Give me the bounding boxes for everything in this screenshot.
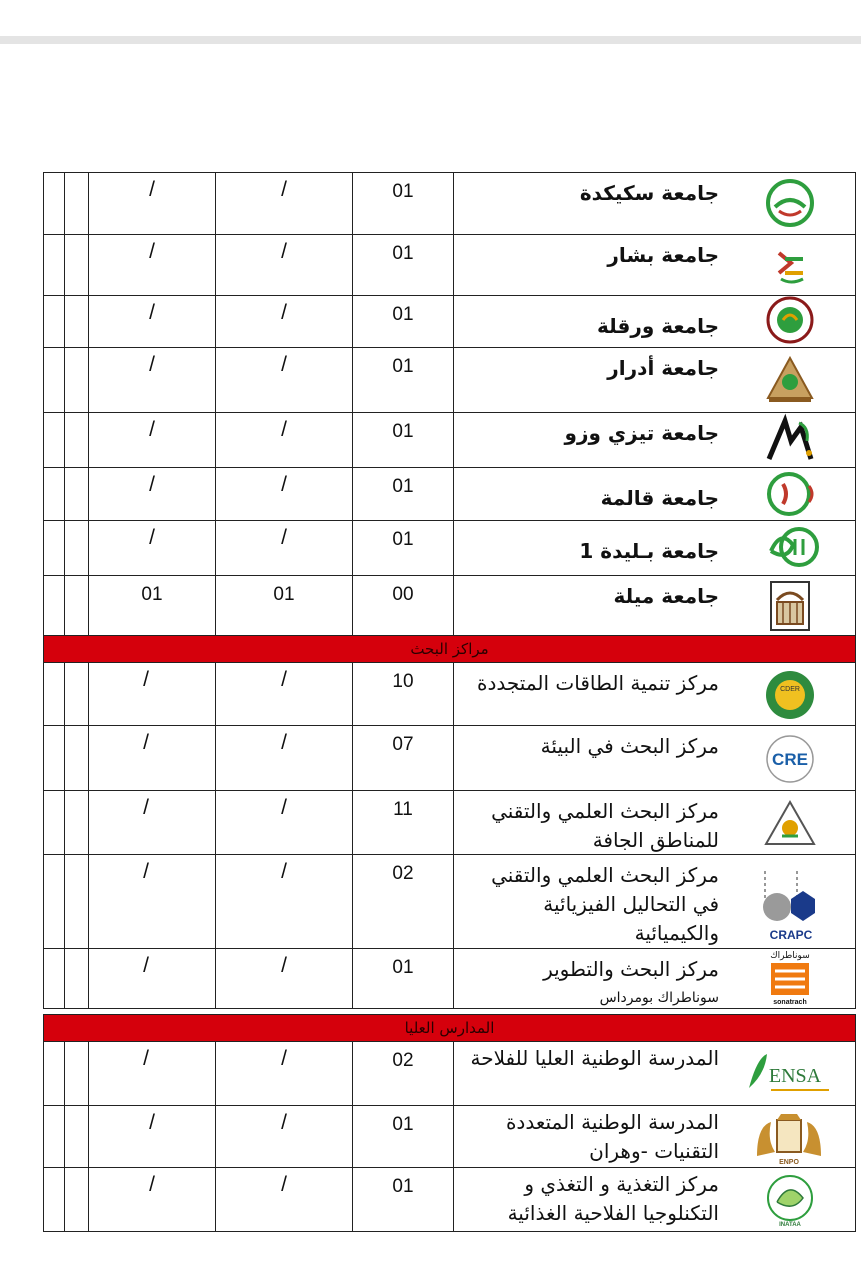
- bechar-university-logo: [755, 241, 825, 289]
- value-col2: /: [281, 796, 287, 819]
- value-col1: 01: [392, 304, 414, 325]
- table-row: [44, 413, 856, 468]
- value-col1: 01: [392, 1114, 414, 1135]
- value-col1: 01: [392, 243, 414, 264]
- skikda-university-logo: [755, 179, 825, 227]
- table-row: [44, 855, 856, 949]
- section-header-research: [44, 636, 856, 663]
- sonatrach-logo-text: sonatrach: [773, 999, 807, 1006]
- browser-top-strip: [0, 36, 861, 44]
- table-row: [44, 468, 856, 521]
- table-row: [44, 1168, 856, 1232]
- crapc-logo: [751, 865, 831, 945]
- institution-name: [460, 955, 719, 1009]
- blida-university-logo: [755, 523, 825, 571]
- value-col1: 10: [392, 671, 414, 692]
- institution-name: جامعة بشار: [607, 243, 719, 267]
- inataa-logo: [755, 1172, 825, 1228]
- institution-name: جامعة سكيكدة: [579, 181, 719, 205]
- value-col3: /: [143, 954, 149, 977]
- table-row: [44, 791, 856, 855]
- value-col1: 01: [392, 1176, 414, 1197]
- value-col3: /: [149, 353, 155, 376]
- value-col3: /: [149, 473, 155, 496]
- table-row: [44, 576, 856, 636]
- value-col2: /: [281, 1173, 287, 1196]
- institutions-table: [43, 172, 856, 1232]
- value-col3: 01: [141, 584, 163, 605]
- value-col2: /: [281, 1111, 287, 1134]
- value-col1: 01: [392, 356, 414, 377]
- value-col2: /: [281, 668, 287, 691]
- institution-name: جامعة ميلة: [613, 584, 719, 608]
- institution-name: المدرسة الوطنية العليا للفلاحة: [470, 1046, 719, 1070]
- value-col2: /: [281, 473, 287, 496]
- institution-name: جامعة تيزي وزو: [564, 421, 719, 445]
- value-col2: /: [281, 301, 287, 324]
- mila-university-logo: [755, 579, 825, 633]
- enpo-logo-text: ENPO: [779, 1159, 799, 1166]
- institution-name: مركز البحث العلمي والتقني في التحاليل الفيزيائية والكيميائية: [491, 863, 719, 945]
- enpo-logo: [749, 1108, 829, 1166]
- table-row: [44, 296, 856, 348]
- value-col3: /: [149, 1173, 155, 1196]
- institution-name-main: مركز البحث والتطوير: [543, 957, 719, 981]
- value-col1: 01: [392, 957, 414, 978]
- institution-name: جامعة أدرار: [607, 356, 719, 380]
- table-row: [44, 348, 856, 413]
- value-col1: 01: [392, 476, 414, 497]
- value-col1: 11: [393, 799, 413, 820]
- sonatrach-logo-arabic: سوناطراك: [770, 951, 810, 961]
- adrar-university-logo: [755, 352, 825, 408]
- value-col2: /: [281, 731, 287, 754]
- ensa-logo-text: ENSA: [768, 1065, 822, 1087]
- tizi-ouzou-university-logo: [755, 415, 825, 463]
- value-col1: 02: [392, 1050, 414, 1071]
- value-col2: /: [281, 418, 287, 441]
- section-title: مراكز البحث: [410, 640, 489, 658]
- value-col2: /: [281, 954, 287, 977]
- table-row: [44, 1106, 856, 1168]
- institution-name: جامعة قالمة: [600, 486, 719, 510]
- institution-name-text: مركز التغذية و التغذي و التكنلوجيا الفلاحية الغذائية: [507, 1172, 719, 1225]
- value-col3: /: [149, 178, 155, 201]
- table-row: [44, 521, 856, 576]
- value-col3: /: [143, 860, 149, 883]
- institution-name-sub: سوناطراك بومرداس: [599, 990, 719, 1006]
- value-col2: /: [281, 860, 287, 883]
- institution-name: مركز البحث العلمي والتقني للمناطق الجافة: [491, 799, 719, 852]
- value-col1: 02: [392, 863, 414, 884]
- value-col3: /: [143, 796, 149, 819]
- institution-name: مركز البحث في البيئة: [540, 734, 719, 758]
- table-row: [44, 663, 856, 726]
- value-col1: 01: [392, 421, 414, 442]
- value-col2: /: [281, 526, 287, 549]
- value-col1: 07: [392, 734, 414, 755]
- ensa-logo: [745, 1046, 831, 1102]
- value-col1: 01: [392, 181, 414, 202]
- cder-logo-text: CDER: [780, 686, 800, 693]
- crstra-logo: [755, 797, 825, 851]
- inataa-logo-text: INATAA: [779, 1222, 801, 1228]
- table-row: [44, 726, 856, 791]
- value-col1: 01: [392, 529, 414, 550]
- value-col3: /: [149, 301, 155, 324]
- value-col2: /: [281, 353, 287, 376]
- value-col3: /: [143, 668, 149, 691]
- value-col2: /: [281, 240, 287, 263]
- table-row: [44, 949, 856, 1009]
- ouargla-university-logo: [755, 296, 825, 344]
- institution-name: مركز تنمية الطاقات المتجددة: [477, 671, 719, 695]
- section-title: المدارس العليا: [404, 1019, 495, 1037]
- value-col1: 00: [392, 584, 414, 605]
- value-col2: 01: [273, 584, 295, 605]
- table-row: [44, 1042, 856, 1106]
- cre-logo-text: CRE: [772, 750, 808, 769]
- table-row: [44, 235, 856, 296]
- institution-name: [460, 1170, 719, 1228]
- table-row: [44, 173, 856, 235]
- cre-logo: [755, 732, 825, 786]
- institution-name: جامعة بـليدة 1: [579, 539, 719, 563]
- value-col2: /: [281, 1047, 287, 1070]
- value-col3: /: [149, 526, 155, 549]
- value-col2: /: [281, 178, 287, 201]
- value-col3: /: [143, 731, 149, 754]
- institution-name: المدرسة الوطنية المتعددة التقنيات -وهران: [505, 1110, 719, 1163]
- crapc-logo-text: CRAPC: [769, 928, 813, 942]
- value-col3: /: [149, 240, 155, 263]
- value-col3: /: [143, 1047, 149, 1070]
- sonatrach-logo: [755, 949, 825, 1007]
- value-col3: /: [149, 418, 155, 441]
- institution-name: جامعة ورقلة: [596, 314, 719, 338]
- cder-logo: [755, 667, 825, 723]
- section-header-schools: [44, 1015, 856, 1042]
- value-col3: /: [149, 1111, 155, 1134]
- guelma-university-logo: [755, 470, 825, 518]
